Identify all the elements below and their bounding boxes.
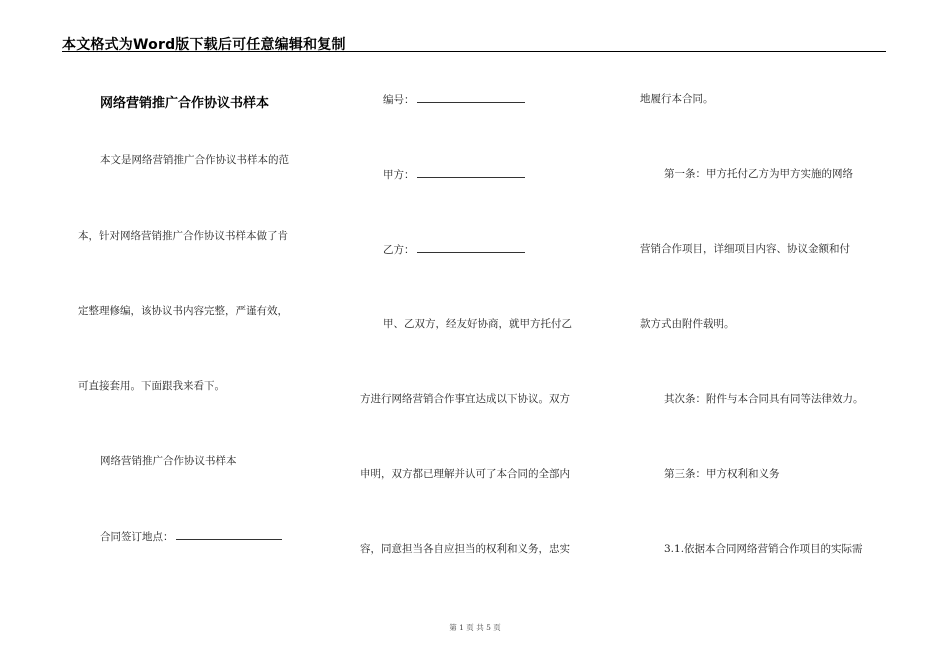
sign-place-label: 合同签订地点： — [100, 531, 174, 543]
number-field — [383, 92, 525, 107]
col1-line-1: 本文是网络营销推广合作协议书样本的范 — [100, 154, 289, 166]
sign-place-blank — [176, 529, 282, 540]
number-blank — [417, 92, 525, 103]
sign-place-field — [100, 529, 282, 544]
party-b-field — [383, 242, 525, 257]
col3-line-3: 营销合作项目，详细项目内容、协议金额和付 — [640, 243, 850, 255]
col2-line-1: 甲、乙双方，经友好协商，就甲方托付乙 — [383, 318, 572, 330]
col3-line-6: 第三条：甲方权利和义务 — [664, 468, 780, 480]
col1-line-5: 网络营销推广合作协议书样本 — [100, 455, 237, 467]
document-title: 网络营销推广合作协议书样本 — [100, 96, 270, 111]
col2-line-2: 方进行网络营销合作事宜达成以下协议。双方 — [360, 393, 570, 405]
header-title: 本文格式为Word版下载后可任意编辑和复制 — [62, 37, 346, 53]
col2-line-3: 申明，双方都已理解并认可了本合同的全部内 — [360, 468, 570, 480]
col1-line-4: 可直接套用。下面跟我来看下。 — [78, 380, 225, 392]
party-a-label: 甲方： — [383, 169, 415, 181]
col3-line-2: 第一条：甲方托付乙方为甲方实施的网络 — [664, 168, 853, 180]
col3-line-4: 款方式由附件载明。 — [640, 318, 735, 330]
party-b-label: 乙方： — [383, 244, 415, 256]
party-b-blank — [417, 242, 525, 253]
col1-line-3: 定整理修编，该协议书内容完整，严谨有效， — [78, 305, 288, 317]
col3-line-5: 其次条：附件与本合同具有同等法律效力。 — [664, 393, 864, 405]
col1-line-2: 本，针对网络营销推广合作协议书样本做了肯 — [78, 230, 288, 242]
col2-line-4: 容，同意担当各自应担当的权利和义务，忠实 — [360, 543, 570, 555]
header-divider — [62, 51, 886, 52]
page-number: 第 1 页 共 5 页 — [449, 623, 501, 632]
number-label: 编号： — [383, 94, 415, 106]
col3-line-7: 3.1.依据本合同网络营销合作项目的实际需 — [664, 543, 863, 555]
party-a-field — [383, 167, 525, 182]
col3-line-1: 地履行本合同。 — [640, 93, 714, 105]
party-a-blank — [417, 167, 525, 178]
